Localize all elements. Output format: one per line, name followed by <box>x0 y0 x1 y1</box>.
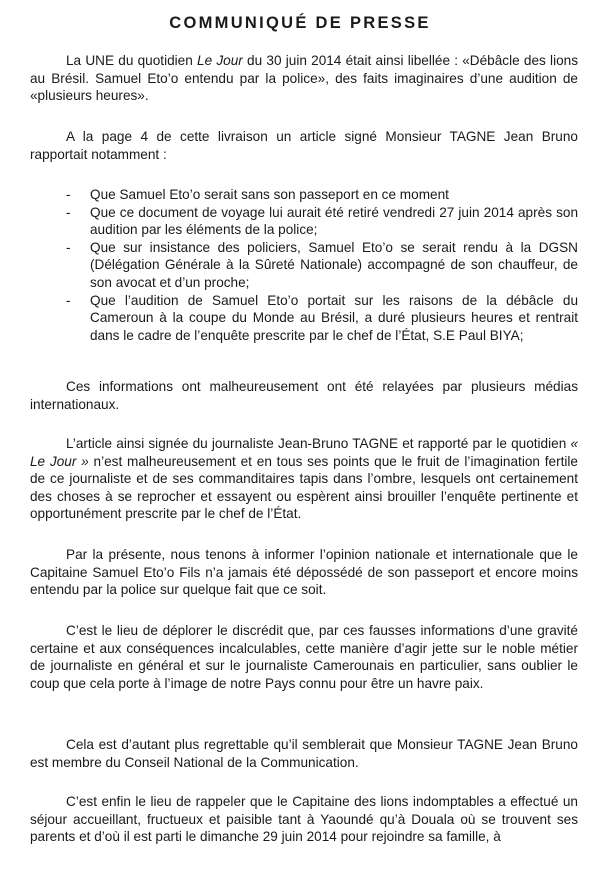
paragraph-reminder: C’est enfin le lieu de rappeler que le Capitaine des lions indomptables a effectué un séjour accueillant, fructueux et paisible tant à Yaoundé qu’à Douala où se trouvent ses parents et d’où il est parti le dimanche 29 juin 2014 pour rejoindre sa famille, à <box>30 794 578 845</box>
bullet-dash: - <box>66 292 71 308</box>
paragraph-article: A la page 4 de cette livraison un article signé Monsieur TAGNE Jean Bruno rapportait notamment : <box>30 129 578 162</box>
paragraph-text: du 30 juin 2014 était ainsi libellée : «Débâcle des lions au Brésil. Samuel Eto’o entendu par la police», des faits imaginaires d’une audition de «plusieurs heures». <box>30 53 579 104</box>
paragraph-statement: Par la présente, nous tenons à informer l’opinion nationale et internationale que le Capitaine Samuel Eto’o Fils n’a jamais été dépossédé de son passeport et encore moins entendu par la police sur quelque fait que ce soit. <box>30 547 578 598</box>
bullet-dash: - <box>66 204 71 220</box>
paragraph-deplore: C’est le lieu de déplorer le discrédit que, par ces fausses informations d’une gravité certaine et aux conséquences incalculables, cette manière d’agir jette sur le noble métier de journaliste en général et sur le journaliste Camerounais en particulier, sans oublier le coup que cela porte à l’image de notre Pays connu pour être un havre paix. <box>30 623 578 691</box>
paragraph-text: La UNE du quotidien <box>66 53 198 68</box>
list-item: - Que sur insistance des policiers, Samuel Eto’o se serait rendu à la DGSN (Délégation Générale à la Sûreté Nationale) accompagné de son chauffeur, de son avocat et d’un proche; <box>66 239 578 290</box>
allegations-list <box>66 186 578 344</box>
bullet-dash: - <box>66 187 71 202</box>
list-item: - Que ce document de voyage lui aurait été retiré vendredi 27 juin 2014 après son audition par les éléments de la police; <box>66 204 578 238</box>
paragraph-regret: Cela est d’autant plus regrettable qu’il semblerait que Monsieur TAGNE Jean Bruno est membre du Conseil National de la Communication. <box>30 737 578 770</box>
newspaper-name: Le Jour <box>197 53 243 68</box>
paragraph-text: n’est malheureusement et en tous ses points que le fruit de l’imagination fertile de ce journaliste et de ses commanditaires tapis dans l’ombre, lesquels ont certainement des choses à se reprocher et essayent ou espèrent ainsi brouiller l’enquête pertinente et opportunément prescrite par le chef de l’État. <box>30 453 578 522</box>
bullet-dash: - <box>66 239 71 255</box>
document-title: COMMUNIQUÉ DE PRESSE <box>169 14 431 32</box>
paragraph-article-refuted <box>30 435 578 523</box>
list-item: - Que l’audition de Samuel Eto’o portait sur les raisons de la débâcle du Cameroun à la coupe du Monde au Brésil, a duré plusieurs heures et rentrait dans le cadre de l’enquête prescrite par le chef de l’État, S.E Paul BIYA; <box>66 292 578 343</box>
paragraph-text: L’article ainsi signée du journaliste Jean-Bruno TAGNE et rapporté par le quotidien <box>66 436 571 451</box>
newspaper-name: « Le Jour » <box>30 436 578 469</box>
paragraph-relayed: Ces informations ont malheureusement ont été relayées par plusieurs médias internationaux. <box>30 379 578 412</box>
list-item: - Que Samuel Eto’o serait sans son passeport en ce moment <box>66 187 449 202</box>
paragraph-une <box>30 52 578 105</box>
